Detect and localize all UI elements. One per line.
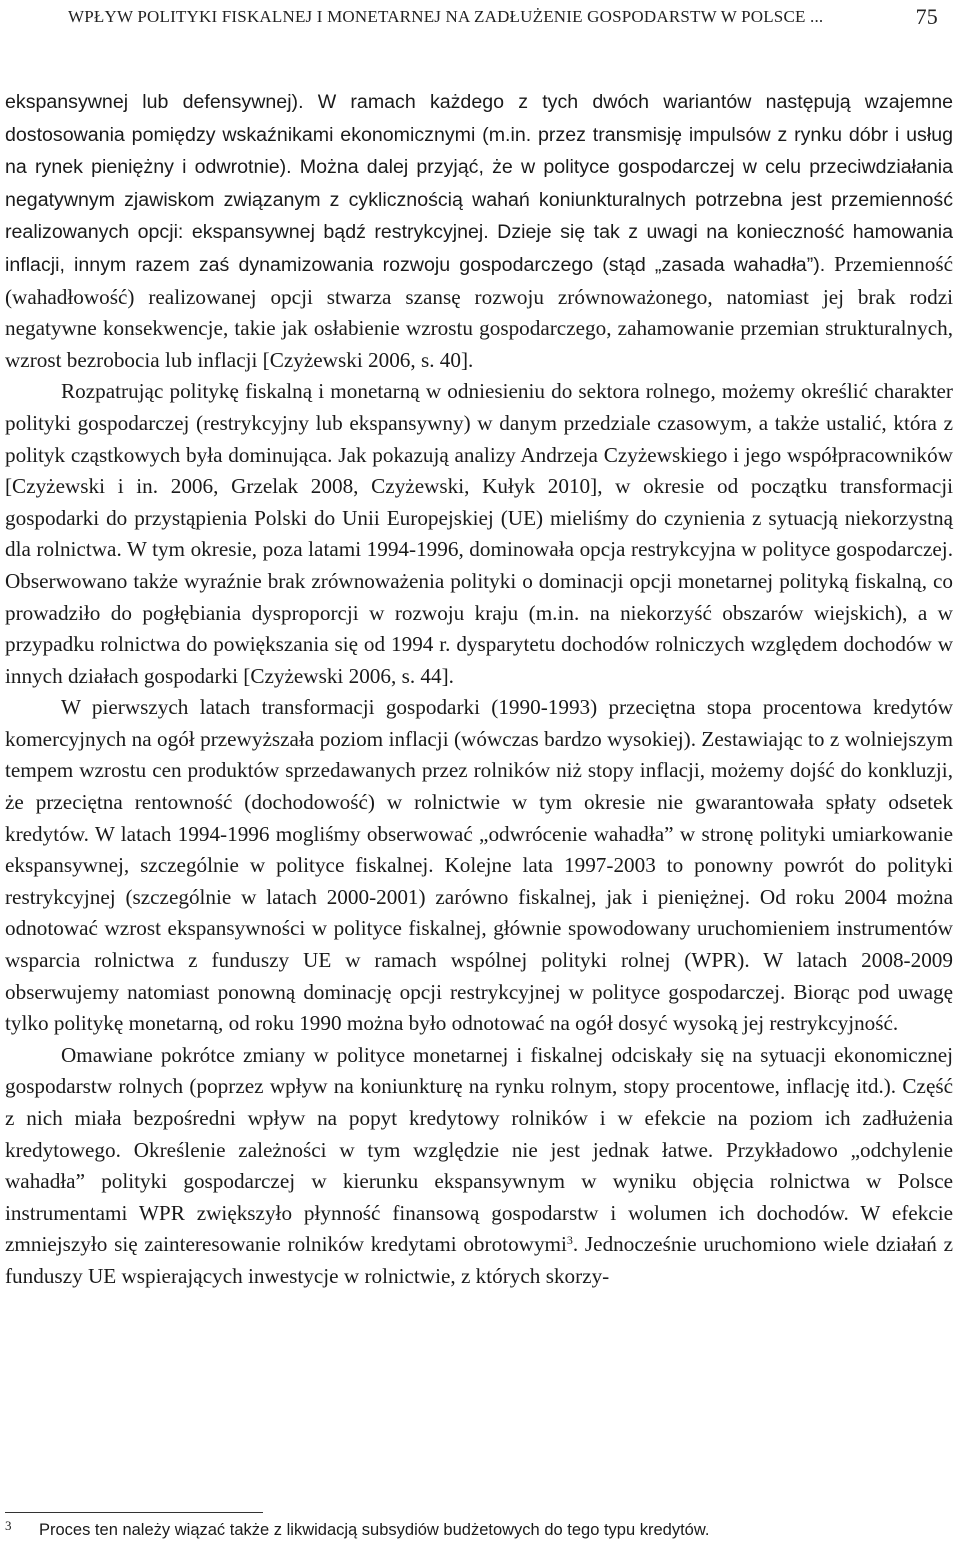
footnote-reference[interactable]: 3 <box>566 1233 573 1248</box>
footnote-divider <box>5 1512 263 1513</box>
paragraph-1-serif-part: Przemienność (wahadłowość) realizowanej opcji stwarza szansę rozwoju zrównoważonego, natomiast jej brak rodzi negatywne konsekwencje, takie jak osłabienie wzrostu gospodarczego, zahamowanie przemian strukturalnych, wzrost bezrobocia lub inflacji [Czyżewski 2006, s. 40]. <box>5 251 953 372</box>
paragraph-3: W pierwszych latach transformacji gospodarki (1990-1993) przeciętna stopa procentowa kredytów komercyjnych na ogół przewyższała poziom inflacji (wówczas bardzo wysokiej). Zestawiając to z wolniejszym tempem wzrostu cen produktów sprzedawanych przez rolników niż stopy inflacji, możemy dojść do konkluzji, że przeciętna rentowność (dochodowość) w rolnictwie w tym okresie nie gwarantowała spłaty odsetek kredytów. W latach 1994-1996 mogliśmy obserwować „odwrócenie wahadła” w stronę polityki umiarkowanie ekspansywnej, szczególnie w polityce fiskalnej. Kolejne lata 1997-2003 to ponowny powrót do polityki restrykcyjnej (szczególnie w latach 2000-2001) zarówno fiskalnej, jak i pieniężnej. Od roku 2004 można odnotować wzrost ekspansywności w polityce fiskalnej, głównie spowodowany uruchomieniem instrumentów wsparcia rolnictwa z funduszy UE w ramach wspólnej polityki rolnej (WPR). W latach 2008-2009 obserwujemy natomiast ponowną dominację opcji restrykcyjnej w polityce gospodarczej. Biorąc pod uwagę tylko politykę monetarną, od roku 1990 można było odnotować na ogół dosyć wysoką jej restrykcyjność. <box>5 695 953 1036</box>
paragraph-1 <box>5 86 953 376</box>
running-header <box>68 4 938 30</box>
running-title: WPŁYW POLITYKI FISKALNEJ I MONETARNEJ NA ZADŁUŻENIE GOSPODARSTW W POLSCE ... <box>68 7 824 26</box>
paragraph-4-text: Omawiane pokrótce zmiany w polityce monetarnej i fiskalnej odciskały się na sytuacji ekonomicznej gospodarstw rolnych (poprzez wpływ na koniunkturę na rynku rolnym, stopy procentowe, inflację itd.). Część z nich miała bezpośredni wpływ na popyt kredytowy rolników i w efekcie na poziom ich zadłużenia kredytowego. Określenie zależności w tym względzie nie jest jednak łatwe. Przykładowo „odchylenie wahadła” polityki gospodarczej w kierunku ekspansywnym w wyniku objęcia rolnictwa w Polsce instrumentami WPR zwiększyło płynność finansową gospodarstw i wolumen ich dochodów. W efekcie zmniejszyło się zainteresowanie rolników kredytami obrotowymi <box>5 1042 953 1257</box>
paragraph-4-text-after: . Jednocześnie uruchomiono wiele działań z funduszy UE wspierających inwestycje w rolnictwie, z których skorzy- <box>5 1232 953 1288</box>
paragraph-4 <box>5 1040 953 1293</box>
page-number: 75 <box>915 4 938 29</box>
footnote-text: Proces ten należy wiązać także z likwidacją subsydiów budżetowych do tego typu kredytów. <box>39 1521 710 1539</box>
paragraph-1-sans-part: ekspansywnej lub defensywnej). W ramach każdego z tych dwóch wariantów następują wzajemne dostosowania pomiędzy wskaźnikami ekonomicznymi (m.in. przez transmisję impulsów z rynku dóbr i usług na rynek pieniężny i odwrotnie). Można dalej przyjąć, że w polityce gospodarczej w celu przeciwdziałania negatywnym zjawiskom związanym z cyklicznością wahań koniunkturalnych potrzebna jest przemienność realizowanych opcji: ekspansywnej bądź restrykcyjnej. Dzieje się tak z uwagi na konieczność hamowania inflacji, innym razem zaś dynamizowania rozwoju gospodarczego (stąd „zasada wahadła”). <box>5 91 953 276</box>
footnote-mark: 3 <box>5 1518 12 1533</box>
main-text <box>5 86 953 1293</box>
paragraph-2: Rozpatrując politykę fiskalną i monetarną w odniesieniu do sektora rolnego, możemy określić charakter polityki gospodarczej (restrykcyjny lub ekspansywny) w danym przedziale czasowym, a także ustalić, która z polityk cząstkowych była dominująca. Jak pokazują analizy Andrzeja Czyżewskiego i jego współpracowników [Czyżewski i in. 2006, Grzelak 2008, Czyżewski, Kułyk 2010], w okresie od początku transformacji gospodarki do przystąpienia Polski do Unii Europejskiej (UE) mieliśmy do czynienia z sytuacją niekorzystną dla rolnictwa. W tym okresie, poza latami 1994-1996, dominowała opcja restrykcyjna w polityce gospodarczej. Obserwowano także wyraźnie brak zrównoważenia polityki o dominacji opcji monetarnej polityką fiskalną, co prowadziło do pogłębiania dysproporcji w rozwoju kraju (m.in. na niekorzyść obszarów wiejskich), a w przypadku rolnictwa do powiększania się od 1994 r. dysparytetu dochodów rolniczych względem dochodów w innych działach gospodarki [Czyżewski 2006, s. 44]. <box>5 379 953 688</box>
